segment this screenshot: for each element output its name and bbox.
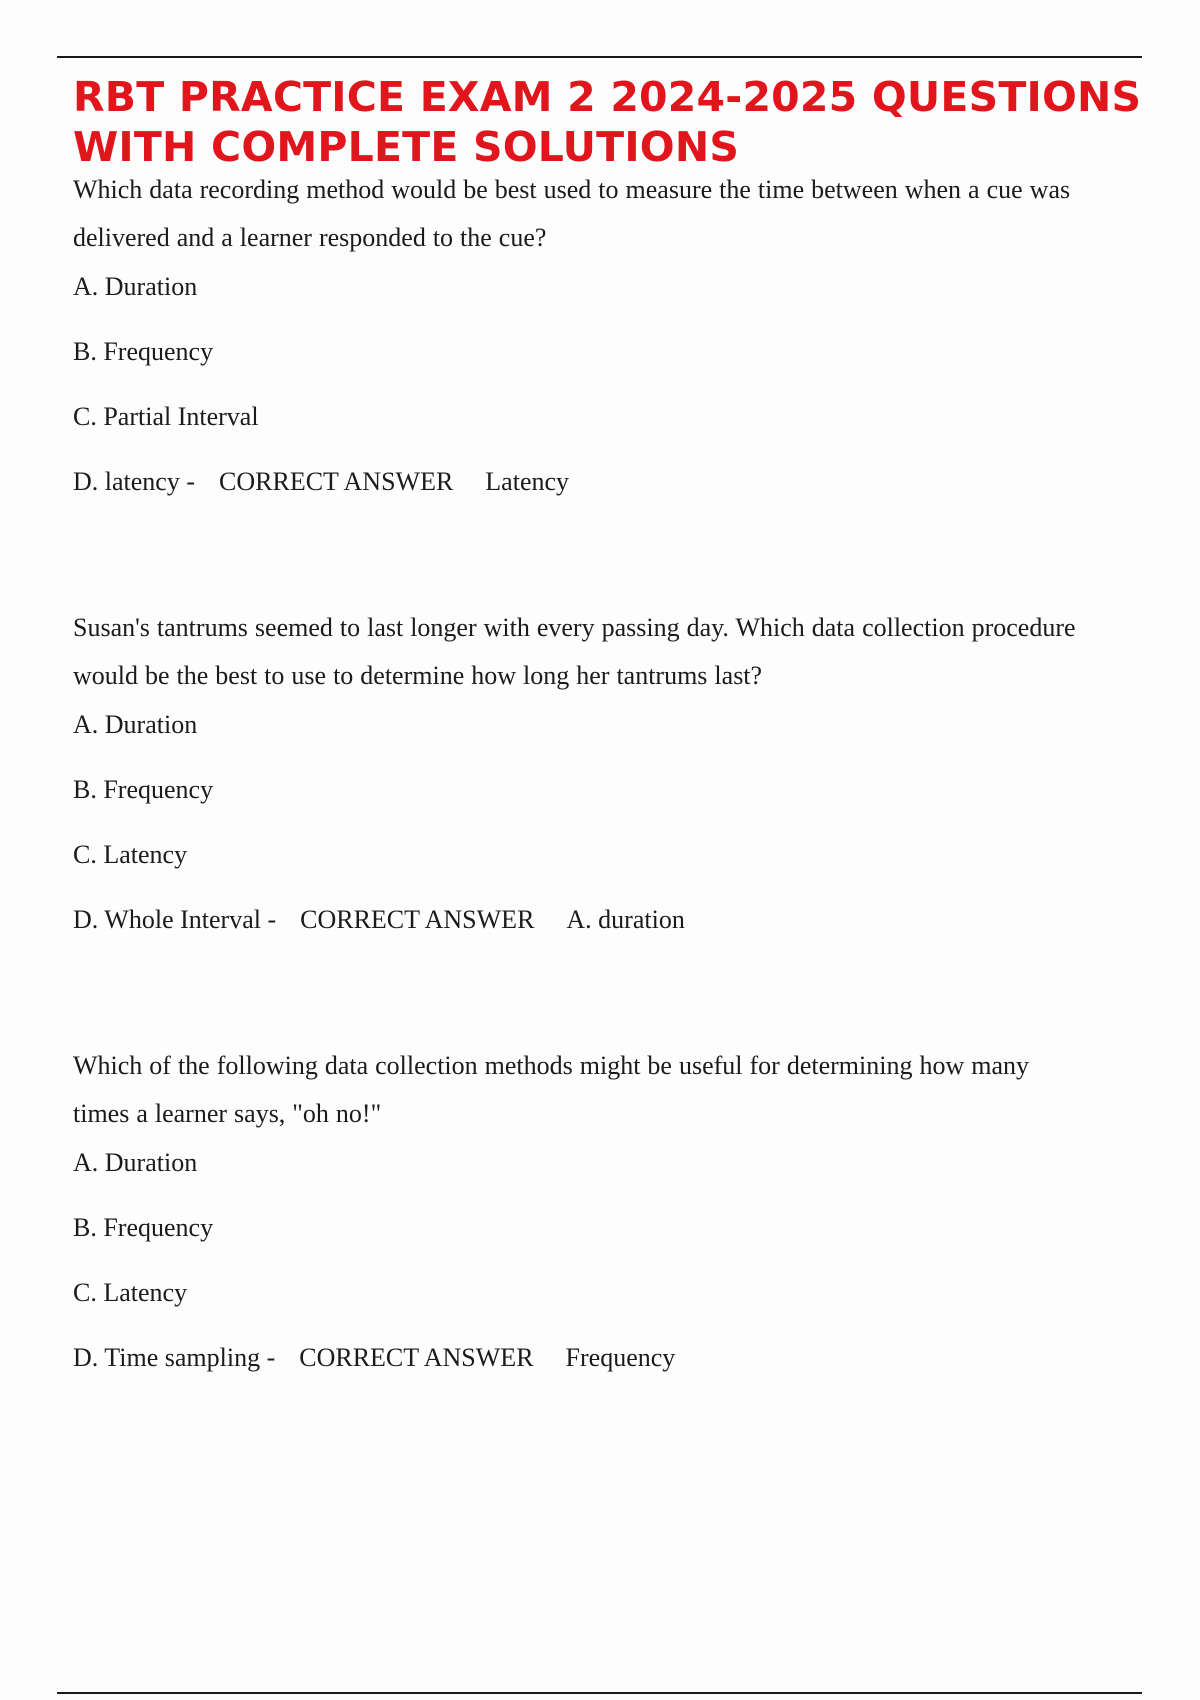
title-line-1: RBT PRACTICE EXAM 2 2024-2025 QUESTIONS (73, 73, 1142, 121)
correct-answer-label: CORRECT ANSWER (300, 905, 535, 934)
option-b: B. Frequency (73, 1213, 214, 1242)
answer-options (73, 710, 1163, 945)
question-2 (73, 604, 1163, 945)
option-d: D. Whole Interval - (73, 905, 277, 934)
question-stem-line: delivered and a learner responded to the cue? (73, 223, 547, 252)
question-stem-line: Which of the following data collection methods might be useful for determining how many (73, 1051, 1029, 1080)
question-stem-line: Susan's tantrums seemed to last longer with every passing day. Which data collection procedure (73, 613, 1076, 642)
question-stem-line: Which data recording method would be best used to measure the time between when a cue was (73, 175, 1071, 204)
correct-answer-label: CORRECT ANSWER (219, 467, 454, 496)
option-d-with-answer (73, 905, 1163, 945)
option-b: B. Frequency (73, 337, 214, 366)
question-stem (73, 604, 1163, 700)
question-stem (73, 1042, 1163, 1138)
correct-answer-label: CORRECT ANSWER (299, 1343, 534, 1372)
question-stem-line: times a learner says, "oh no!" (73, 1099, 382, 1128)
option-c: C. Partial Interval (73, 402, 259, 431)
correct-answer: Latency (485, 467, 570, 496)
question-3 (73, 1042, 1163, 1383)
bottom-rule (57, 1692, 1142, 1694)
option-a: A. Duration (73, 1148, 198, 1177)
option-a: A. Duration (73, 272, 198, 301)
option-c: C. Latency (73, 1278, 188, 1307)
option-a: A. Duration (73, 710, 198, 739)
correct-answer: Frequency (565, 1343, 676, 1372)
title-line-2: WITH COMPLETE SOLUTIONS (73, 123, 740, 171)
question-1 (73, 166, 1163, 507)
answer-options (73, 1148, 1163, 1383)
option-c: C. Latency (73, 840, 188, 869)
answer-options (73, 272, 1163, 507)
option-d-with-answer (73, 1343, 1163, 1383)
option-d-with-answer (73, 467, 1163, 507)
question-stem-line: would be the best to use to determine how long her tantrums last? (73, 661, 763, 690)
document-title (73, 72, 1173, 172)
question-stem (73, 166, 1163, 262)
correct-answer: A. duration (566, 905, 685, 934)
top-rule (57, 56, 1142, 58)
option-b: B. Frequency (73, 775, 214, 804)
option-d: D. Time sampling - (73, 1343, 276, 1372)
option-d: D. latency - (73, 467, 196, 496)
